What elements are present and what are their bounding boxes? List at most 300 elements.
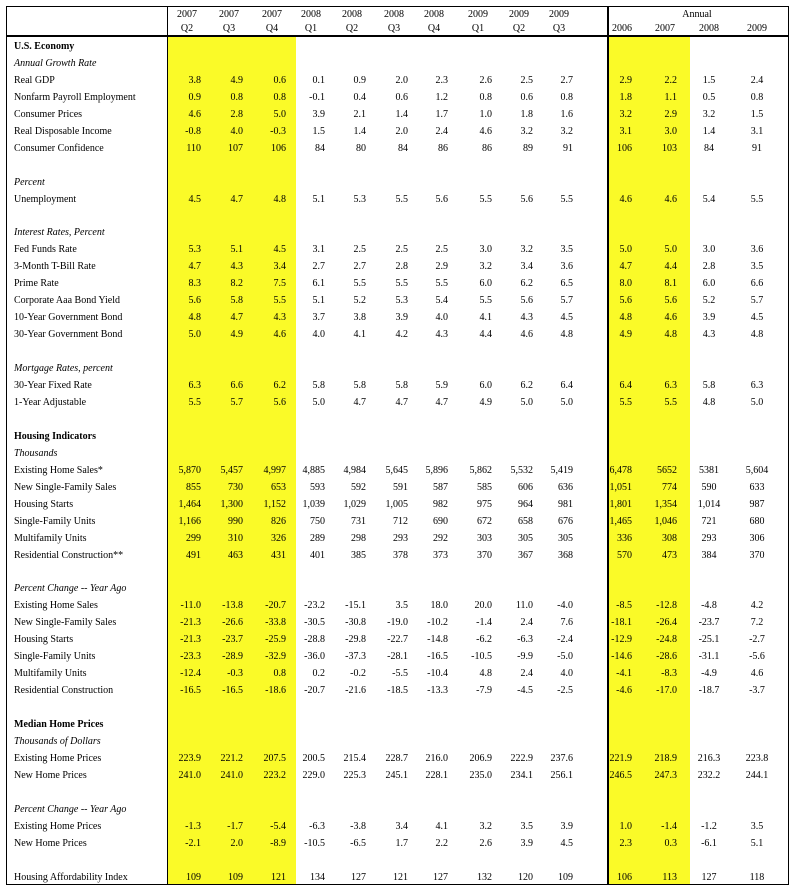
value-cell: 5.1 bbox=[312, 193, 325, 205]
header-quarter: Q2 bbox=[180, 23, 194, 34]
value-cell: 200.5 bbox=[302, 752, 325, 764]
value-cell: 6.2 bbox=[520, 278, 533, 290]
row-label: New Home Prices bbox=[14, 769, 87, 781]
value-cell: 4,997 bbox=[263, 464, 286, 476]
value-cell: 1.4 bbox=[395, 108, 408, 120]
value-cell: -1.4 bbox=[476, 617, 492, 629]
annual-value-cell: 5.0 bbox=[750, 396, 764, 408]
annual-value-cell: 2.3 bbox=[619, 837, 632, 849]
value-cell: 3.4 bbox=[395, 820, 408, 832]
value-cell: 1.5 bbox=[312, 125, 325, 137]
value-cell: 1.7 bbox=[435, 108, 448, 120]
value-cell: 4.5 bbox=[273, 244, 286, 256]
value-cell: 121 bbox=[393, 871, 408, 883]
value-cell: -3.8 bbox=[350, 820, 366, 832]
header-year: 2007 bbox=[177, 9, 197, 20]
value-cell: 4.9 bbox=[479, 396, 492, 408]
value-cell: 593 bbox=[310, 481, 325, 493]
value-cell: 241.0 bbox=[178, 769, 201, 781]
value-cell: 4.8 bbox=[273, 193, 286, 205]
value-cell: -6.5 bbox=[350, 837, 366, 849]
value-cell: 2.0 bbox=[395, 74, 408, 86]
annual-value-cell: 4.4 bbox=[664, 261, 677, 273]
annual-value-cell: 5.2 bbox=[702, 295, 716, 307]
value-cell: -4.5 bbox=[517, 685, 533, 697]
value-cell: 1,300 bbox=[220, 498, 243, 510]
value-cell: -16.5 bbox=[222, 685, 243, 697]
value-cell: 712 bbox=[393, 515, 408, 527]
value-cell: 0.2 bbox=[312, 668, 325, 680]
value-cell: 6.1 bbox=[312, 278, 325, 290]
annual-value-cell: 570 bbox=[617, 549, 632, 561]
value-cell: 7.5 bbox=[273, 278, 286, 290]
value-cell: 378 bbox=[393, 549, 408, 561]
value-cell: 5.5 bbox=[435, 278, 448, 290]
value-cell: 2.8 bbox=[230, 108, 243, 120]
value-cell: 4.7 bbox=[230, 193, 243, 205]
value-cell: 975 bbox=[477, 498, 492, 510]
value-cell: 5.7 bbox=[560, 295, 573, 307]
value-cell: 5.5 bbox=[395, 193, 408, 205]
value-cell: 298 bbox=[351, 532, 366, 544]
header-quarter: Q3 bbox=[222, 23, 236, 34]
annual-value-cell: 1,465 bbox=[609, 515, 632, 527]
annual-value-cell: 218.9 bbox=[654, 752, 677, 764]
annual-value-cell: -1.4 bbox=[661, 820, 677, 832]
value-cell: 585 bbox=[477, 481, 492, 493]
annual-value-cell: -25.1 bbox=[698, 634, 720, 646]
value-cell: 109 bbox=[228, 871, 243, 883]
value-cell: 385 bbox=[351, 549, 366, 561]
value-cell: 5.3 bbox=[353, 193, 366, 205]
row-label: Single-Family Units bbox=[14, 651, 96, 663]
value-cell: -0.3 bbox=[270, 125, 286, 137]
annual-value-cell: 4.2 bbox=[750, 600, 764, 612]
row-label: Existing Home Sales* bbox=[14, 464, 103, 476]
value-cell: 826 bbox=[271, 515, 286, 527]
value-cell: 6.2 bbox=[520, 380, 533, 391]
header-year: 2008 bbox=[384, 9, 404, 20]
value-cell: 2.4 bbox=[520, 617, 533, 629]
annual-value-cell: 0.5 bbox=[702, 91, 716, 103]
value-cell: 11.0 bbox=[515, 600, 533, 612]
value-cell: 2.7 bbox=[560, 74, 573, 86]
value-cell: -13.3 bbox=[427, 685, 448, 697]
row-label: 3-Month T-Bill Rate bbox=[14, 261, 96, 273]
annual-value-cell: 84 bbox=[704, 142, 714, 154]
value-cell: 2.7 bbox=[312, 261, 325, 273]
value-cell: 293 bbox=[393, 532, 408, 544]
value-cell: 305 bbox=[558, 532, 573, 544]
value-cell: 241.0 bbox=[220, 769, 243, 781]
value-cell: -21.6 bbox=[345, 685, 366, 697]
value-cell: 3.1 bbox=[312, 244, 325, 256]
row-label: Real Disposable Income bbox=[14, 125, 112, 137]
annual-value-cell: 8.0 bbox=[619, 278, 632, 290]
annual-value-cell: -8.3 bbox=[661, 668, 677, 680]
annual-value-cell: 6.6 bbox=[750, 278, 764, 290]
annual-value-cell: 3.0 bbox=[702, 244, 716, 256]
annual-value-cell: 4.6 bbox=[619, 193, 632, 205]
value-cell: -30.8 bbox=[345, 617, 366, 629]
value-cell: 731 bbox=[351, 515, 366, 527]
annual-value-cell: 103 bbox=[662, 142, 677, 154]
annual-value-cell: 127 bbox=[701, 871, 717, 883]
annual-value-cell: -18.1 bbox=[611, 617, 632, 629]
value-cell: -10.2 bbox=[427, 617, 448, 629]
value-cell: 86 bbox=[438, 142, 448, 154]
value-cell: 3.5 bbox=[560, 244, 573, 256]
annual-value-cell: 308 bbox=[662, 532, 677, 544]
value-cell: -21.3 bbox=[180, 634, 201, 646]
value-cell: 2.0 bbox=[230, 837, 243, 849]
value-cell: 303 bbox=[477, 532, 492, 544]
value-cell: 5.6 bbox=[520, 295, 533, 307]
value-cell: 3.9 bbox=[312, 108, 325, 120]
value-cell: -30.5 bbox=[304, 617, 325, 629]
row-label: 1-Year Adjustable bbox=[14, 396, 87, 408]
value-cell: 5.5 bbox=[188, 396, 201, 408]
annual-value-cell: 0.8 bbox=[750, 91, 764, 103]
value-cell: 3.5 bbox=[395, 600, 408, 612]
value-cell: 4.8 bbox=[560, 329, 573, 341]
annual-value-cell: 3.2 bbox=[619, 108, 632, 120]
annual-value-cell: 5.8 bbox=[702, 380, 716, 391]
row-label: 30-Year Fixed Rate bbox=[14, 380, 92, 391]
annual-value-cell: -8.5 bbox=[616, 600, 632, 612]
value-cell: 120 bbox=[518, 871, 533, 883]
annual-value-cell: 987 bbox=[749, 498, 765, 510]
value-cell: 223.2 bbox=[263, 769, 286, 781]
subheading: Percent bbox=[14, 176, 45, 188]
value-cell: 5.8 bbox=[230, 295, 243, 307]
value-cell: 658 bbox=[518, 515, 533, 527]
row-label: New Single-Family Sales bbox=[14, 481, 117, 493]
value-cell: -28.9 bbox=[222, 651, 243, 663]
value-cell: 4.0 bbox=[435, 312, 448, 324]
annual-value-cell: -6.1 bbox=[701, 837, 717, 849]
value-cell: 5.3 bbox=[188, 244, 201, 256]
value-cell: 5.6 bbox=[188, 295, 201, 307]
value-cell: 7.6 bbox=[560, 617, 573, 629]
header-annual-year: 2007 bbox=[655, 23, 675, 34]
value-cell: -15.1 bbox=[345, 600, 366, 612]
row-label: Single-Family Units bbox=[14, 515, 96, 527]
annual-value-cell: -31.1 bbox=[698, 651, 720, 663]
value-cell: -10.4 bbox=[427, 668, 448, 680]
value-cell: 84 bbox=[398, 142, 408, 154]
row-label: Unemployment bbox=[14, 193, 77, 205]
value-cell: 292 bbox=[433, 532, 448, 544]
annual-value-cell: 336 bbox=[617, 532, 632, 544]
value-cell: 2.6 bbox=[479, 74, 492, 86]
annual-value-cell: -23.7 bbox=[698, 617, 720, 629]
header-year: 2007 bbox=[219, 9, 239, 20]
annual-value-cell: 3.2 bbox=[702, 108, 716, 120]
value-cell: 107 bbox=[228, 142, 243, 154]
value-cell: 5.0 bbox=[312, 396, 325, 408]
value-cell: 1.4 bbox=[353, 125, 366, 137]
value-cell: -25.9 bbox=[265, 634, 286, 646]
annual-value-cell: 4.6 bbox=[750, 668, 764, 680]
value-cell: 5.1 bbox=[230, 244, 243, 256]
value-cell: -22.7 bbox=[387, 634, 408, 646]
header-annual-year: 2008 bbox=[699, 23, 719, 34]
annual-value-cell: 1,046 bbox=[654, 515, 677, 527]
annual-value-cell: 7.2 bbox=[750, 617, 764, 629]
annual-value-cell: 6.3 bbox=[750, 380, 764, 391]
annual-value-cell: 246.5 bbox=[609, 769, 632, 781]
annual-value-cell: 721 bbox=[701, 515, 717, 527]
value-cell: 4.6 bbox=[273, 329, 286, 341]
annual-value-cell: -1.2 bbox=[701, 820, 717, 832]
annual-value-cell: -4.9 bbox=[701, 668, 717, 680]
value-cell: 4.5 bbox=[560, 837, 573, 849]
value-cell: 3.9 bbox=[395, 312, 408, 324]
value-cell: 4.7 bbox=[353, 396, 366, 408]
value-cell: 4.1 bbox=[435, 820, 448, 832]
row-label: Nonfarm Payroll Employment bbox=[14, 91, 136, 103]
value-cell: 326 bbox=[271, 532, 286, 544]
value-cell: 106 bbox=[271, 142, 286, 154]
value-cell: 0.6 bbox=[520, 91, 533, 103]
header-year: 2007 bbox=[262, 9, 282, 20]
annual-value-cell: 1.1 bbox=[664, 91, 677, 103]
value-cell: -6.3 bbox=[309, 820, 325, 832]
value-cell: 5.0 bbox=[520, 396, 533, 408]
row-label: Residential Construction** bbox=[14, 549, 124, 561]
annual-value-cell: 774 bbox=[662, 481, 677, 493]
value-cell: 368 bbox=[558, 549, 573, 561]
value-cell: 463 bbox=[228, 549, 243, 561]
annual-value-cell: 633 bbox=[749, 481, 765, 493]
header-quarter: Q3 bbox=[552, 23, 566, 34]
value-cell: 6.0 bbox=[479, 278, 492, 290]
value-cell: -0.8 bbox=[185, 125, 201, 137]
value-cell: 3.6 bbox=[560, 261, 573, 273]
value-cell: 256.1 bbox=[550, 769, 573, 781]
value-cell: 1,464 bbox=[178, 498, 201, 510]
value-cell: 6.2 bbox=[273, 380, 286, 391]
value-cell: 990 bbox=[228, 515, 243, 527]
annual-value-cell: 3.1 bbox=[619, 125, 632, 137]
header-year: 2009 bbox=[468, 9, 488, 20]
value-cell: 5.5 bbox=[273, 295, 286, 307]
annual-value-cell: 4.3 bbox=[702, 329, 716, 341]
value-cell: 636 bbox=[558, 481, 573, 493]
subheading: Annual Growth Rate bbox=[14, 57, 97, 69]
row-label: Real GDP bbox=[14, 74, 55, 86]
value-cell: -6.3 bbox=[517, 634, 533, 646]
value-cell: 206.9 bbox=[469, 752, 492, 764]
value-cell: 6.5 bbox=[560, 278, 573, 290]
annual-value-cell: 232.2 bbox=[697, 769, 721, 781]
value-cell: 6.0 bbox=[479, 380, 492, 391]
value-cell: 4.9 bbox=[230, 329, 243, 341]
value-cell: 3.8 bbox=[353, 312, 366, 324]
value-cell: 5.4 bbox=[435, 295, 448, 307]
row-label: New Single-Family Sales bbox=[14, 617, 117, 629]
annual-value-cell: 590 bbox=[701, 481, 717, 493]
annual-value-cell: 5381 bbox=[699, 464, 719, 476]
value-cell: 18.0 bbox=[430, 600, 448, 612]
annual-value-cell: 4.8 bbox=[750, 329, 764, 341]
value-cell: 4.7 bbox=[435, 396, 448, 408]
value-cell: 3.4 bbox=[273, 261, 286, 273]
annual-value-cell: 8.1 bbox=[664, 278, 677, 290]
value-cell: 0.8 bbox=[273, 668, 286, 680]
value-cell: 86 bbox=[482, 142, 492, 154]
annual-value-cell: -24.8 bbox=[656, 634, 677, 646]
header-annual-year: 2009 bbox=[747, 23, 767, 34]
value-cell: 4.3 bbox=[230, 261, 243, 273]
value-cell: -36.0 bbox=[304, 651, 325, 663]
value-cell: 20.0 bbox=[474, 600, 492, 612]
value-cell: -13.8 bbox=[222, 600, 243, 612]
annual-value-cell: 5.6 bbox=[619, 295, 632, 307]
top-border bbox=[6, 6, 789, 7]
value-cell: 2.8 bbox=[395, 261, 408, 273]
row-label: 10-Year Government Bond bbox=[14, 312, 123, 324]
annual-value-cell: 247.3 bbox=[654, 769, 677, 781]
value-cell: 2.4 bbox=[435, 125, 448, 137]
value-cell: 5.0 bbox=[273, 108, 286, 120]
value-cell: -20.7 bbox=[265, 600, 286, 612]
annual-value-cell: 4.8 bbox=[702, 396, 716, 408]
value-cell: 223.9 bbox=[178, 752, 201, 764]
value-cell: 4,984 bbox=[343, 464, 366, 476]
annual-value-cell: 4.8 bbox=[619, 312, 632, 324]
annual-value-cell: 6.0 bbox=[702, 278, 716, 290]
header-year: 2008 bbox=[342, 9, 362, 20]
value-cell: 4.9 bbox=[230, 74, 243, 86]
value-cell: 401 bbox=[310, 549, 325, 561]
section-heading: U.S. Economy bbox=[14, 41, 75, 52]
row-label: Existing Home Sales bbox=[14, 600, 98, 612]
annual-value-cell: 3.9 bbox=[702, 312, 716, 324]
annual-value-cell: 2.8 bbox=[702, 261, 716, 273]
annual-value-cell: 680 bbox=[749, 515, 765, 527]
annual-value-cell: 5.5 bbox=[750, 193, 764, 205]
annual-value-cell: 5.4 bbox=[702, 193, 716, 205]
annual-value-cell: 1.5 bbox=[750, 108, 764, 120]
annual-value-cell: 4.7 bbox=[619, 261, 632, 273]
value-cell: 215.4 bbox=[343, 752, 366, 764]
annual-value-cell: 2.4 bbox=[750, 74, 764, 86]
value-cell: 4.3 bbox=[273, 312, 286, 324]
value-cell: 4.6 bbox=[520, 329, 533, 341]
annual-value-cell: 106 bbox=[617, 142, 632, 154]
value-cell: 0.9 bbox=[188, 91, 201, 103]
value-cell: 3.2 bbox=[560, 125, 573, 137]
value-cell: 1,166 bbox=[178, 515, 201, 527]
annual-value-cell: 1.5 bbox=[702, 74, 716, 86]
subheading: Percent Change -- Year Ago bbox=[14, 583, 127, 595]
value-cell: 981 bbox=[558, 498, 573, 510]
annual-value-cell: 2.2 bbox=[664, 74, 677, 86]
annual-value-cell: -28.6 bbox=[656, 651, 677, 663]
value-cell: 8.3 bbox=[188, 278, 201, 290]
value-cell: 228.1 bbox=[425, 769, 448, 781]
value-cell: 1.8 bbox=[520, 108, 533, 120]
row-label: Multifamily Units bbox=[14, 668, 87, 680]
annual-value-cell: 1,014 bbox=[697, 498, 721, 510]
annual-value-cell: 4.9 bbox=[619, 329, 632, 341]
annual-value-cell: -2.7 bbox=[749, 634, 765, 646]
value-cell: 305 bbox=[518, 532, 533, 544]
row-label: 30-Year Government Bond bbox=[14, 329, 123, 341]
value-cell: -14.8 bbox=[427, 634, 448, 646]
value-cell: -4.0 bbox=[557, 600, 573, 612]
subheading: Interest Rates, Percent bbox=[14, 227, 105, 239]
value-cell: 5,532 bbox=[510, 464, 533, 476]
annual-value-cell: 106 bbox=[617, 871, 632, 883]
value-cell: 491 bbox=[186, 549, 201, 561]
value-cell: -1.3 bbox=[185, 820, 201, 832]
value-cell: 690 bbox=[433, 515, 448, 527]
value-cell: 1,152 bbox=[263, 498, 286, 510]
annual-value-cell: 244.1 bbox=[745, 769, 769, 781]
value-cell: -5.4 bbox=[270, 820, 286, 832]
value-cell: 2.5 bbox=[395, 244, 408, 256]
value-cell: -18.6 bbox=[265, 685, 286, 697]
value-cell: 109 bbox=[186, 871, 201, 883]
value-cell: 3.2 bbox=[520, 244, 533, 256]
value-cell: 5,870 bbox=[178, 464, 201, 476]
value-cell: 5.5 bbox=[479, 295, 492, 307]
annual-value-cell: 370 bbox=[749, 549, 765, 561]
value-cell: 4.5 bbox=[188, 193, 201, 205]
annual-value-cell: 5652 bbox=[657, 464, 677, 476]
value-cell: -19.0 bbox=[387, 617, 408, 629]
annual-value-cell: 1.4 bbox=[702, 125, 716, 137]
annual-value-cell: -5.6 bbox=[749, 651, 765, 663]
value-cell: 237.6 bbox=[550, 752, 573, 764]
annual-value-cell: 5.0 bbox=[664, 244, 677, 256]
value-cell: 134 bbox=[310, 871, 325, 883]
value-cell: 80 bbox=[356, 142, 366, 154]
value-cell: 3.2 bbox=[520, 125, 533, 137]
header-annual-year: 2006 bbox=[612, 23, 632, 34]
value-cell: -0.1 bbox=[309, 91, 325, 103]
value-cell: 2.4 bbox=[520, 668, 533, 680]
annual-value-cell: 5.5 bbox=[619, 396, 632, 408]
annual-value-cell: 3.5 bbox=[750, 820, 764, 832]
annual-value-cell: 6.3 bbox=[664, 380, 677, 391]
forecast-table bbox=[6, 6, 789, 885]
annual-value-cell: 3.6 bbox=[750, 244, 764, 256]
value-cell: 4.2 bbox=[395, 329, 408, 341]
value-cell: -28.8 bbox=[304, 634, 325, 646]
value-cell: -10.5 bbox=[304, 837, 325, 849]
annual-value-cell: 1,354 bbox=[654, 498, 677, 510]
value-cell: 606 bbox=[518, 481, 533, 493]
value-cell: 229.0 bbox=[302, 769, 325, 781]
value-cell: 5.0 bbox=[188, 329, 201, 341]
annual-value-cell: 473 bbox=[662, 549, 677, 561]
value-cell: 310 bbox=[228, 532, 243, 544]
value-cell: -0.2 bbox=[350, 668, 366, 680]
value-cell: 4,885 bbox=[302, 464, 325, 476]
value-cell: 5.5 bbox=[353, 278, 366, 290]
value-cell: 3.7 bbox=[312, 312, 325, 324]
value-cell: 5,457 bbox=[220, 464, 243, 476]
value-cell: 225.3 bbox=[343, 769, 366, 781]
value-cell: 4.4 bbox=[479, 329, 492, 341]
value-cell: 592 bbox=[351, 481, 366, 493]
annual-value-cell: 5.0 bbox=[619, 244, 632, 256]
value-cell: 89 bbox=[523, 142, 533, 154]
